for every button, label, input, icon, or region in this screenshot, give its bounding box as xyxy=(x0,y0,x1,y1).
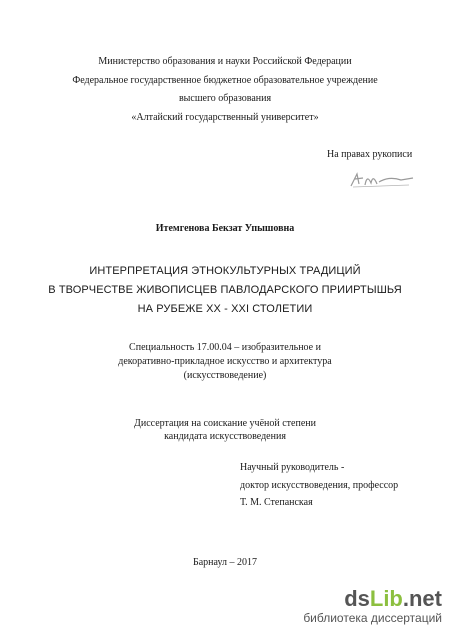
dslib-logo xyxy=(303,588,442,610)
author-name: Итемгенова Бекзат Упышовна xyxy=(155,223,295,234)
title-line-2: В ТВОРЧЕСТВЕ ЖИВОПИСЦЕВ ПАВЛОДАРСКОГО ПРИИРТЫШЬЯ xyxy=(48,284,402,296)
dslib-watermark xyxy=(303,588,442,625)
watermark-subtitle: библиотека диссертаций xyxy=(303,611,442,625)
ministry-line: Министерство образования и науки Российской Федерации xyxy=(98,56,352,67)
rights-note: На правах рукописи xyxy=(327,149,413,160)
logo-part-ds: ds xyxy=(344,586,370,611)
degree-line-2: кандидата искусствоведения xyxy=(164,431,286,442)
specialty-line-2: декоративно-прикладное искусство и архитектура xyxy=(118,356,332,367)
supervisor-credentials: доктор искусствоведения, профессор xyxy=(240,480,399,491)
title-line-3: НА РУБЕЖЕ XX - XXI СТОЛЕТИИ xyxy=(137,303,313,315)
logo-part-lib: Lib xyxy=(369,586,403,611)
specialty-line-1: Специальность 17.00.04 – изобразительное и xyxy=(129,342,321,353)
specialty-line-3: (искусствоведение) xyxy=(183,370,267,381)
place-year: Барнаул – 2017 xyxy=(192,557,257,568)
logo-part-net: .net xyxy=(402,586,442,611)
title-line-1: ИНТЕРПРЕТАЦИЯ ЭТНОКУЛЬТУРНЫХ ТРАДИЦИЙ xyxy=(89,265,361,277)
education-level-line: высшего образования xyxy=(178,93,272,104)
supervisor-label: Научный руководитель - xyxy=(240,462,345,473)
supervisor-name: Т. М. Степанская xyxy=(240,497,313,508)
handwritten-signature xyxy=(349,168,415,190)
degree-line-1: Диссертация на соискание учёной степени xyxy=(134,418,316,429)
university-name: «Алтайский государственный университет» xyxy=(131,112,319,123)
institution-type-line: Федеральное государственное бюджетное образовательное учреждение xyxy=(72,75,378,86)
